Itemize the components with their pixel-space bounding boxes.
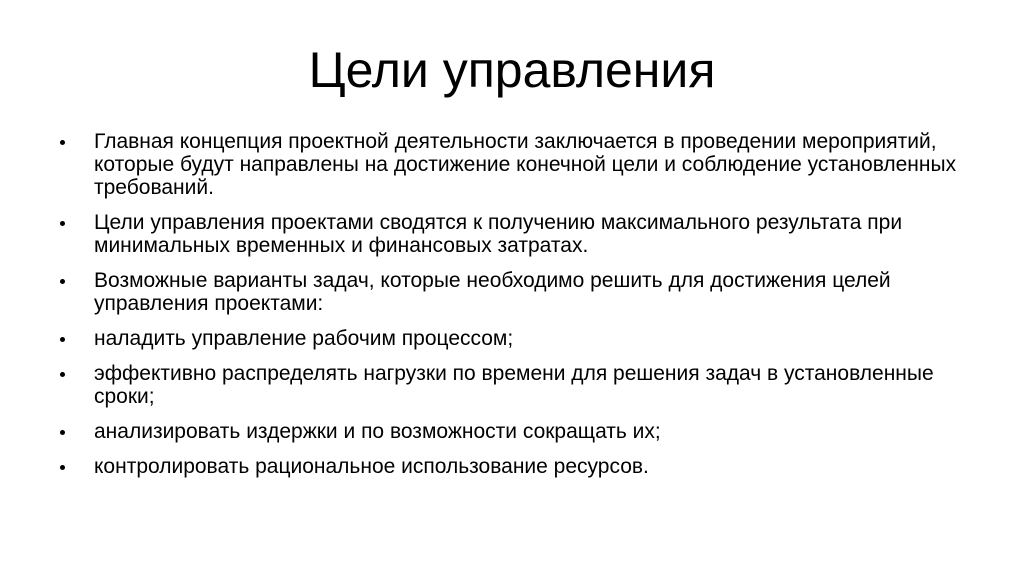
bullet-dot-icon [60, 430, 65, 435]
bullet-dot-icon [60, 221, 65, 226]
bullet-item [58, 327, 968, 350]
bullet-item [58, 420, 968, 443]
bullet-dot-icon [60, 465, 65, 470]
slide-title: Цели управления [308, 42, 716, 98]
bullet-text: наладить управление рабочим процессом; [94, 327, 514, 350]
bullet-text: Возможные варианты задач, которые необходимо решить для достижения целей управления проектами: [94, 269, 891, 315]
bullet-text: Цели управления проектами сводятся к получению максимального результата при минимальных временных и финансовых затратах. [94, 211, 903, 257]
bullet-list [58, 130, 968, 490]
bullet-text: эффективно распределять нагрузки по времени для решения задач в установленные сроки; [94, 362, 934, 408]
bullet-item [58, 130, 968, 199]
bullet-item [58, 211, 968, 257]
bullet-item [58, 269, 968, 315]
bullet-text: Главная концепция проектной деятельности заключается в проведении мероприятий, которые будут направлены на достижение конечной цели и соблюдение установленных требований. [94, 130, 957, 199]
bullet-item [58, 362, 968, 408]
bullet-dot-icon [60, 372, 65, 377]
bullet-dot-icon [60, 140, 65, 145]
bullet-text: анализировать издержки и по возможности сокращать их; [94, 420, 661, 443]
bullet-item [58, 455, 968, 478]
bullet-dot-icon [60, 279, 65, 284]
bullet-dot-icon [60, 337, 65, 342]
bullet-text: контролировать рациональное использование ресурсов. [94, 455, 649, 478]
